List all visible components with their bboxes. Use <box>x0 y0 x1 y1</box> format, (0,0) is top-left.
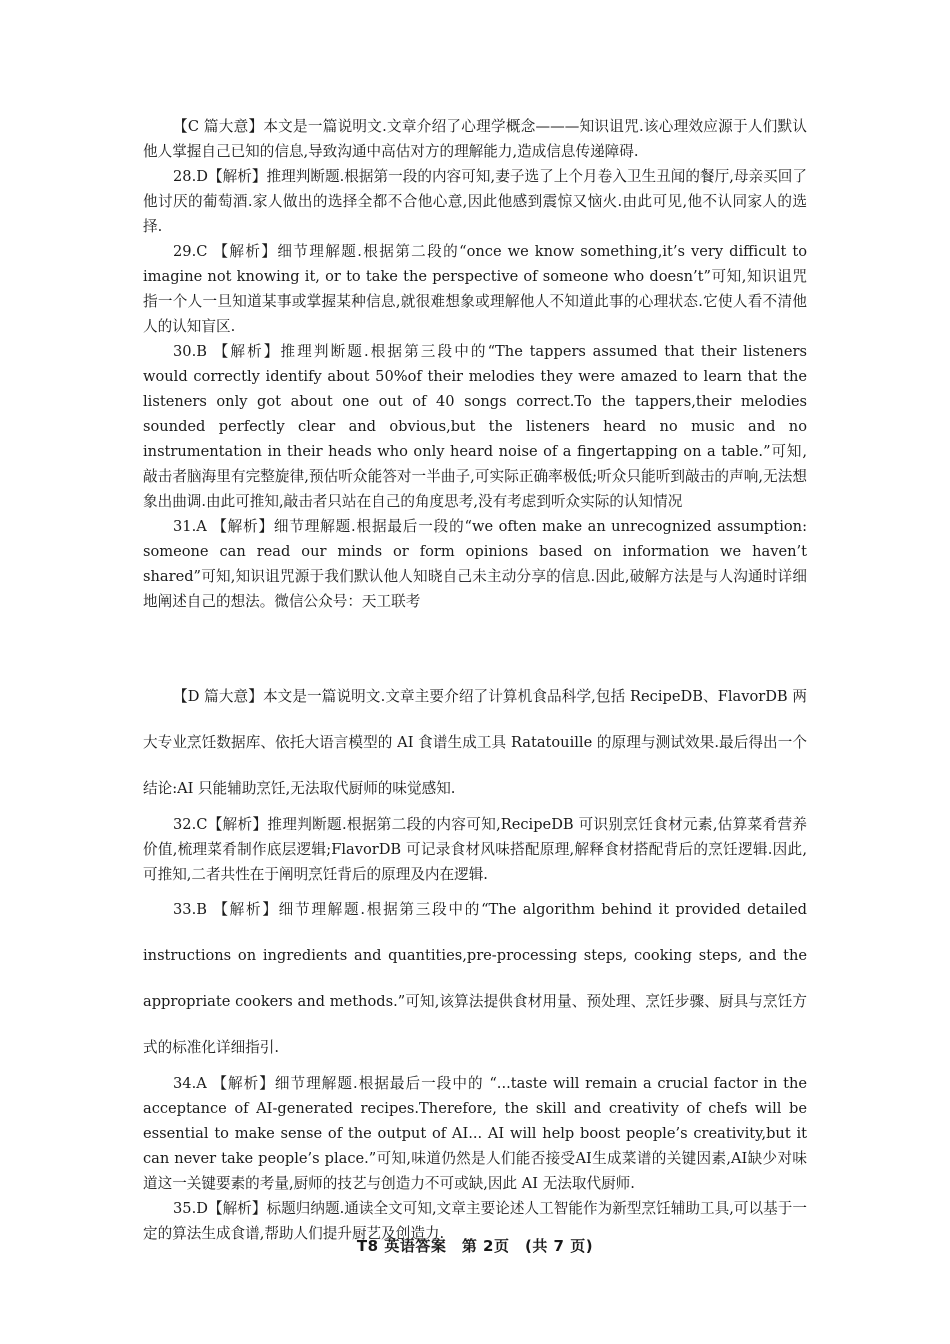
answer-28: 28.D【解析】推理判断题.根据第一段的内容可知,妻子选了上个月卷入卫生丑闻的餐厅,母亲买回了他讨厌的葡萄酒.家人做出的选择全都不合他心意,因此他感到震惊又恼火.由此可见,他不认同家人的选择. <box>143 168 807 235</box>
answer-text-body <box>143 114 807 1246</box>
page-footer: T8 英语答案 第 2页 (共 7 页) <box>356 1237 594 1255</box>
answer-34: 34.A 【解析】细节理解题.根据最后一段中的 “...taste will remain a crucial factor in the acceptance of AI-generated recipes.Therefore, the skill and creativity of chefs will be essential to make sense of the output of AI... AI will help boost people’s creativity,but it can never take people’s place.”可知,味道仍然是人们能否接受AI生成菜谱的关键因素,AI缺少对味道这一关键要素的考量,厨师的技艺与创造力不可或缺,因此 AI 无法取代厨师. <box>143 1075 807 1192</box>
passage-d-summary: 【D 篇大意】本文是一篇说明文.文章主要介绍了计算机食品科学,包括 RecipeDB、FlavorDB 两大专业烹饪数据库、依托大语言模型的 AI 食谱生成工具 Ratatouille 的原理与测试效果.最后得出一个结论:AI 只能辅助烹饪,无法取代厨师的味觉感知. <box>143 688 807 797</box>
answer-32: 32.C【解析】推理判断题.根据第二段的内容可知,RecipeDB 可识别烹饪食材元素,估算菜肴营养价值,梳理菜肴制作底层逻辑;FlavorDB 可记录食材风味搭配原理,解释食材搭配背后的烹饪逻辑.因此,可推知,二者共性在于阐明烹饪背后的原理及内在逻辑. <box>143 816 807 883</box>
section-gap <box>143 614 807 674</box>
answer-35: 35.D【解析】标题归纳题.通读全文可知,文章主要论述人工智能作为新型烹饪辅助工具,可以基于一定的算法生成食谱,帮助人们提升厨艺及创造力. <box>143 1200 807 1242</box>
answer-33: 33.B 【解析】细节理解题.根据第三段中的“The algorithm behind it provided detailed instructions on ingredients and quantities,pre-processing steps, cooking steps, and the appropriate cookers and methods.”可知,该算法提供食材用量、预处理、烹饪步骤、厨具与烹饪方式的标准化详细指引. <box>143 901 807 1056</box>
answer-29: 29.C 【解析】细节理解题.根据第二段的“once we know something,it’s very difficult to imagine not knowing it, or to take the perspective of someone who doesn’t”可知,知识诅咒指一个人一旦知道某事或掌握某种信息,就很难想象或理解他人不知道此事的心理状态.它使人看不清他人的认知盲区. <box>143 243 807 335</box>
answer-30: 30.B 【解析】推理判断题.根据第三段中的“The tappers assumed that their listeners would correctly identify about 50%of their melodies they were amazed to learn that the listeners only got about one out of 40 songs correct.To the tappers,their melodies sounded perfectly clear and obvious,but the listeners heard no music and no instrumentation in their heads who only heard noise of a fingertapping on a table.”可知,敲击者脑海里有完整旋律,预估听众能答对一半曲子,可实际正确率极低;听众只能听到敲击的声响,无法想象出曲调.由此可推知,敲击者只站在自己的角度思考,没有考虑到听众实际的认知情况 <box>143 343 807 510</box>
passage-c-summary: 【C 篇大意】本文是一篇说明文.文章介绍了心理学概念———知识诅咒.该心理效应源于人们默认他人掌握自己已知的信息,导致沟通中高估对方的理解能力,造成信息传递障碍. <box>143 118 807 160</box>
answer-31: 31.A 【解析】细节理解题.根据最后一段的“we often make an unrecognized assumption: someone can read our minds or form opinions based on information we haven’t shared”可知,知识诅咒源于我们默认他人知晓自己未主动分享的信息.因此,破解方法是与人沟通时详细地阐述自己的想法。微信公众号：天工联考 <box>143 518 807 610</box>
